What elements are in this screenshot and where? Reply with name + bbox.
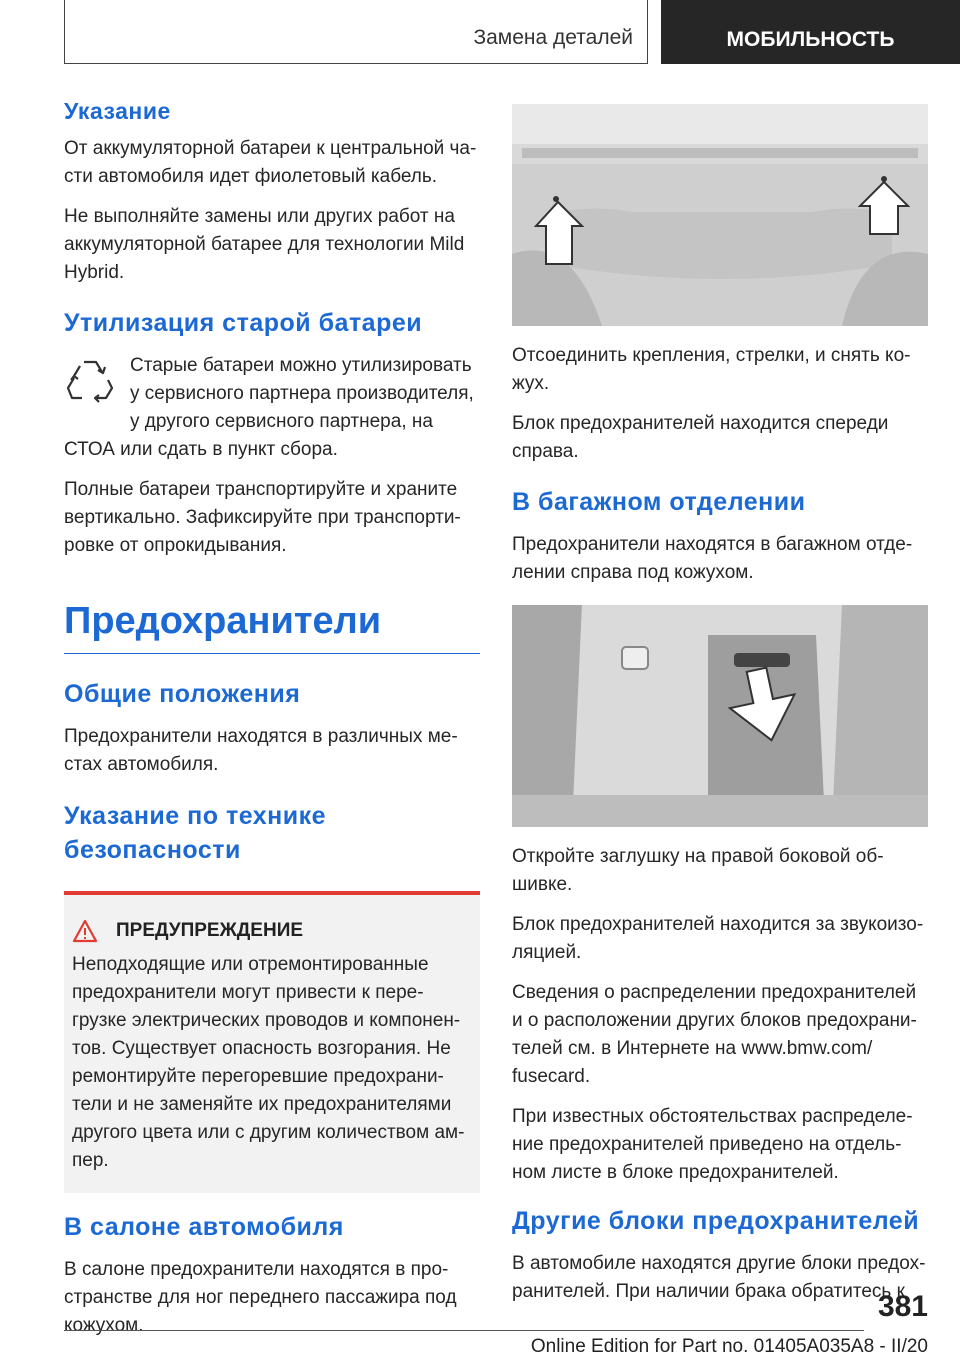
fuses-title: Предохранители xyxy=(64,600,382,642)
note-paragraph-2: Не выполняйте замены или других работ на аккумуляторной батарее для технологии Mild Hybrid. xyxy=(64,206,465,283)
disposal-block xyxy=(64,352,480,464)
trunk-heading: В багажном отделении xyxy=(512,488,806,516)
header-section-title: Замена деталей xyxy=(473,26,633,49)
note-heading: Указание xyxy=(64,98,171,124)
disposal-paragraph-1: Старые батареи можно утилизировать у сервисного партнера производителя, у другого сервисного партнера, на СТОА или сдать в пункт сбора. xyxy=(64,355,474,460)
cabin-heading: В салоне автомобиля xyxy=(64,1213,344,1241)
disposal-paragraph-2: Полные батареи транспортируйте и храните вертикально. Зафиксируйте при транспорти-ровке от опрокидывания. xyxy=(64,479,461,556)
header-chapter-tab: МОБИЛЬНОСТЬ xyxy=(661,0,960,64)
cabin-paragraph: В салоне предохранители находятся в про-странстве для ног переднего пассажира под кожухом. xyxy=(64,1259,457,1336)
trunk-panel-photo xyxy=(512,605,928,827)
warning-label: ПРЕДУПРЕЖДЕНИЕ xyxy=(116,920,304,941)
disposal-heading: Утилизация старой батареи xyxy=(64,309,423,337)
warning-title xyxy=(72,919,472,943)
note-paragraph-1: От аккумуляторной батареи к центральной ча-сти автомобиля идет фиолетовый кабель. xyxy=(64,138,477,187)
warning-triangle-icon xyxy=(72,919,98,943)
warning-box xyxy=(64,891,480,1193)
other-fuses-heading: Другие блоки предохранителей xyxy=(512,1207,920,1235)
glovebox-cover-photo xyxy=(512,104,928,326)
footer-edition: Online Edition for Part no. 01405A035A8 - II/20 xyxy=(530,1336,928,1357)
other-fuses-paragraph: В автомобиле находятся другие блоки предох-ранителей. При наличии брака обратитесь к xyxy=(512,1253,926,1302)
photo1-caption: Отсоединить крепления, стрелки, и снять ко-жух. xyxy=(512,345,911,394)
photo1-paragraph-2: Блок предохранителей находится спереди справа. xyxy=(512,413,889,462)
right-column xyxy=(512,104,928,1318)
general-heading: Общие положения xyxy=(64,680,301,708)
info-paragraph: Сведения о распределении предохранителей и о расположении других блоков предохрани-телей см. в Интернете на www.bmw.com/ fusecard. xyxy=(512,982,917,1087)
footer-rule xyxy=(64,1330,864,1331)
recycle-icon xyxy=(64,354,116,406)
trunk-paragraph: Предохранители находятся в багажном отде-лении справа под кожухом. xyxy=(512,534,913,583)
fuses-title-rule xyxy=(64,600,480,654)
page-number: 381 xyxy=(877,1290,928,1323)
photo2-caption: Откройте заглушку на правой боковой об-шивке. xyxy=(512,846,884,895)
safety-heading: Указание по технике безопасности xyxy=(64,802,327,864)
special-paragraph: При известных обстоятельствах распределе-ние предохранителей приведено на отдель-ном листе в блоке предохранителей. xyxy=(512,1106,913,1183)
photo2-paragraph-2: Блок предохранителей находится за звукоизо-ляцией. xyxy=(512,914,924,963)
warning-text: Неподходящие или отремонтированные предохранители могут привести к пере-грузке электрических проводов и компонен-тов. Существует опасность возгорания. Не ремонтируйте перегоревшие предохрани-тели и не заменяйте их предохранителями другого цвета или с другим количеством ам-пер. xyxy=(72,954,465,1171)
left-column xyxy=(64,98,480,1352)
header-box xyxy=(64,0,648,64)
general-paragraph: Предохранители находятся в различных ме-стах автомобиля. xyxy=(64,726,458,775)
